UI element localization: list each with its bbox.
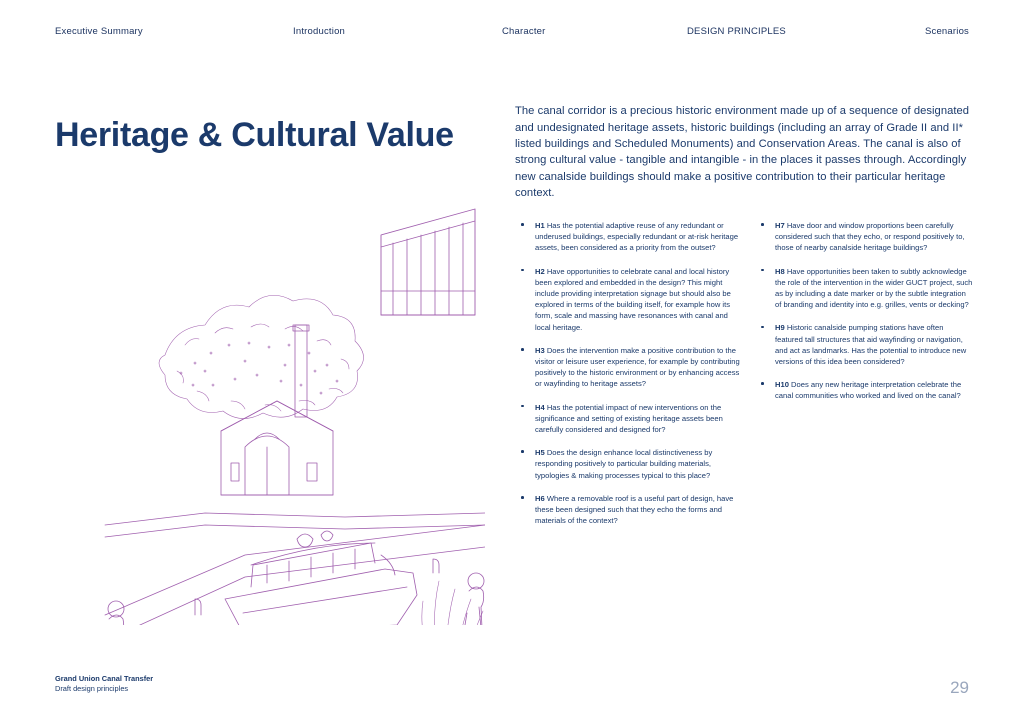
question-code: H5 xyxy=(535,448,547,458)
question-item xyxy=(515,493,743,527)
question-code: H4 xyxy=(535,402,547,412)
canal-scene-illustration xyxy=(45,195,485,625)
page-number: 29 xyxy=(950,678,969,697)
question-code: H3 xyxy=(535,345,547,355)
footer-subtitle: Draft design principles xyxy=(55,684,129,693)
question-code: H6 xyxy=(535,493,547,503)
chimney xyxy=(293,325,309,417)
question-item xyxy=(755,322,973,367)
question-item xyxy=(755,220,973,254)
question-text: Historic canalside pumping stations have often featured tall structures that aid wayfinding or navigation, and act as landmarks. Has the potential to introduce new versions of this idea been considered? xyxy=(775,323,967,367)
question-item xyxy=(515,447,743,481)
footer xyxy=(55,674,153,694)
question-text: Have door and window proportions been carefully considered such that they echo, or respond positively to, those of nearby canalside heritage buildings? xyxy=(775,221,965,253)
bullet-icon xyxy=(521,348,524,351)
question-code: H7 xyxy=(775,221,787,230)
question-column-right xyxy=(755,220,973,414)
question-column-left xyxy=(515,220,743,538)
bullet-icon xyxy=(761,223,764,226)
bridge-structure xyxy=(381,209,475,315)
question-item xyxy=(515,220,743,254)
nav-item-character[interactable]: Character xyxy=(502,26,546,37)
footer-project-title: Grand Union Canal Transfer xyxy=(55,674,154,683)
question-text: Have opportunities been taken to subtly acknowledge the role of the intervention in the wider GUCT project, such as by including a date marker or by the subtle integration of branding and identity into e.g. grilles, vents or decking? xyxy=(775,266,973,310)
question-text: Has the potential impact of new interventions on the significance and setting of existing heritage assets been carefully considered and designed for? xyxy=(535,402,723,435)
nav-item-introduction[interactable]: Introduction xyxy=(293,26,346,37)
figure-group-right xyxy=(463,573,485,625)
nav-item-design-principles[interactable]: DESIGN PRINCIPLES xyxy=(687,26,786,37)
question-code: H1 xyxy=(535,221,547,230)
question-text: Does the intervention make a positive contribution to the visitor or leisure user experience, for example by contributing positively to the historic environment or by enhancing access or wayfinding to heritage assets? xyxy=(535,345,740,389)
nav-item-executive-summary[interactable]: Executive Summary xyxy=(55,26,143,37)
bullet-icon xyxy=(521,405,524,408)
bullet-icon xyxy=(521,269,524,272)
page-title: Heritage & Cultural Value xyxy=(55,115,454,154)
bullet-icon xyxy=(521,223,524,226)
bullet-icon xyxy=(521,450,524,453)
nav-item-scenarios[interactable]: Scenarios xyxy=(924,26,969,37)
question-text: Where a removable roof is a useful part of design, have these been designed such that they echo the forms and materials of the context? xyxy=(535,493,734,526)
question-item xyxy=(515,345,743,390)
tree-canopy xyxy=(159,295,364,418)
question-text: Does any new heritage interpretation celebrate the canal communities who worked and lived on the canal? xyxy=(775,380,962,401)
question-code: H8 xyxy=(775,266,787,276)
bullet-icon xyxy=(761,269,764,272)
top-navigation xyxy=(55,26,969,42)
question-code: H9 xyxy=(775,323,787,333)
question-code: H2 xyxy=(535,266,547,276)
bollards xyxy=(195,559,439,615)
question-text: Have opportunities to celebrate canal and local history been explored and embedded in the design? This might include providing interpretation signage but should also be explored in terms of the building itself, for example how its form, scale and massing have resonances with canal and local heritage. xyxy=(535,266,731,332)
question-item xyxy=(755,379,973,401)
canal-banks xyxy=(105,513,485,625)
question-text: Does the design enhance local distinctiveness by responding positively to particular building materials, typologies & making processes typical to this place? xyxy=(535,448,713,480)
question-item xyxy=(515,402,743,436)
lock-cottage xyxy=(221,401,333,495)
question-text: Has the potential adaptive reuse of any redundant or underused buildings, especially redundant or at-risk heritage assets, been considered as a priority from the outset? xyxy=(535,221,739,253)
question-code: H10 xyxy=(775,380,792,390)
bullet-icon xyxy=(521,496,524,499)
question-item xyxy=(515,266,743,333)
intro-paragraph: The canal corridor is a precious historic environment made up of a sequence of designated and undesignated heritage assets, historic buildings (including an array of Grade II and II* listed buildings and Scheduled Monuments) and Conservation Areas. The canal is also of strong cultural value - tangible and intangible - in the places it passes through. Accordingly new canalside buildings should make a positive contribution to their particular heritage context. xyxy=(515,105,970,200)
question-item xyxy=(755,266,973,311)
bullet-icon xyxy=(761,326,764,329)
bullet-icon xyxy=(761,382,764,385)
